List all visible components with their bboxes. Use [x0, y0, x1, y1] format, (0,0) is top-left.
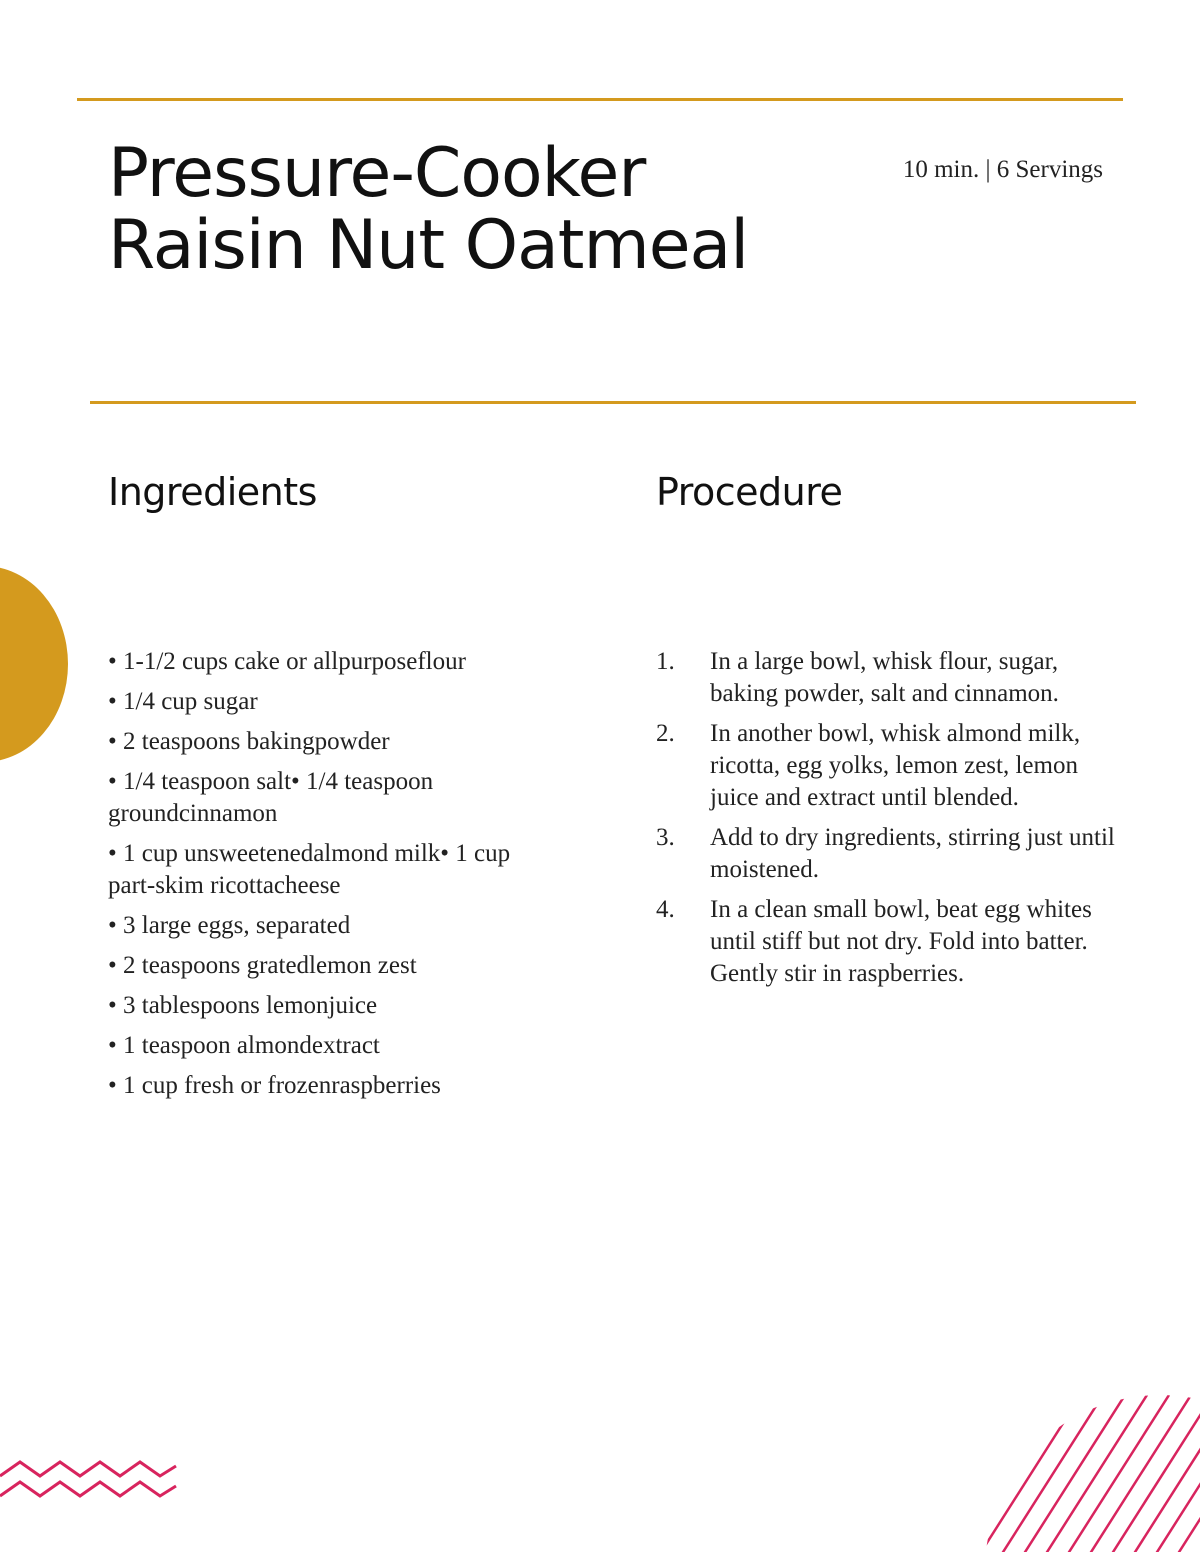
step-text: In a large bowl, whisk flour, sugar, baking powder, salt and cinnamon. [710, 648, 1059, 707]
ingredient-item: • 2 teaspoons bakingpowder [108, 728, 390, 755]
step-text: Add to dry ingredients, stirring just until moistened. [710, 824, 1115, 883]
step-text: In another bowl, whisk almond milk, ricotta, egg yolks, lemon zest, lemon juice and extract until blended. [710, 720, 1081, 811]
zigzag-decoration [0, 1458, 180, 1508]
decorative-half-circle [0, 566, 68, 762]
procedure-heading: Procedure [656, 470, 843, 514]
step-number: 4. [656, 896, 675, 923]
ingredient-item: • 1 cup fresh or frozenraspberries [108, 1072, 441, 1099]
ingredients-heading: Ingredients [108, 470, 317, 514]
ingredient-item: • 1 teaspoon almondextract [108, 1032, 380, 1059]
step-text: In a clean small bowl, beat egg whites until stiff but not dry. Fold into batter. Gently stir in raspberries. [710, 896, 1092, 987]
step-number: 1. [656, 648, 675, 675]
recipe-meta: 10 min. | 6 Servings [902, 156, 1103, 183]
step-number: 3. [656, 824, 675, 851]
procedure-step [656, 646, 1116, 710]
step-number: 2. [656, 720, 675, 747]
diagonal-stripes-decoration [975, 1395, 1200, 1552]
ingredients-list [108, 646, 548, 1110]
recipe-title-line-1: Pressure-Cooker [108, 134, 646, 213]
recipe-title-line-2: Raisin Nut Oatmeal [108, 206, 749, 285]
recipe-title [108, 134, 749, 285]
procedure-list [656, 646, 1116, 998]
ingredient-item: • 2 teaspoons gratedlemon zest [108, 952, 417, 979]
ingredient-item: • 3 large eggs, separated [108, 912, 351, 939]
ingredient-item: • 3 tablespoons lemonjuice [108, 992, 378, 1019]
procedure-step [656, 894, 1116, 990]
ingredient-item: • 1/4 teaspoon salt• 1/4 teaspoon groundcinnamon [108, 768, 434, 827]
ingredient-item: • 1/4 cup sugar [108, 688, 258, 715]
ingredient-item: • 1 cup unsweetenedalmond milk• 1 cup part-skim ricottacheese [108, 840, 511, 899]
middle-divider [90, 401, 1136, 404]
procedure-step [656, 822, 1116, 886]
procedure-step [656, 718, 1116, 814]
top-divider [77, 98, 1123, 101]
ingredient-item: • 1-1/2 cups cake or allpurposeflour [108, 648, 466, 675]
